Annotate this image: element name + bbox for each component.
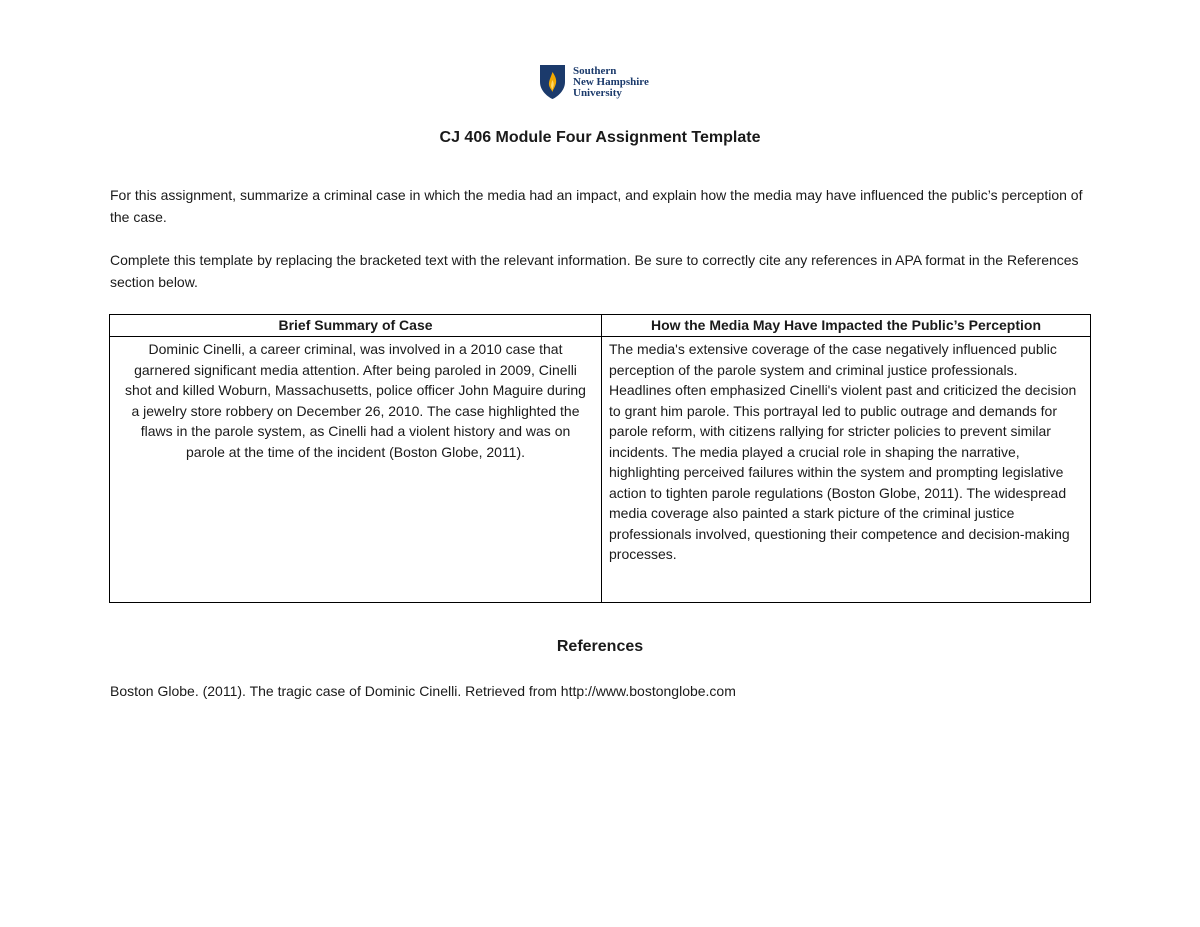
logo-line-3: University [573,86,622,99]
media-impact-cell: The media's extensive coverage of the case negatively influenced public perception of the parole system and criminal justice professionals. Headlines often emphasized Cinelli's violent past and criticized the decision to grant him parole. This portrayal led to public outrage and demands for parole reform, with citizens rallying for stricter policies to prevent similar incidents. The media played a crucial role in shaping the narrative, highlighting perceived failures within the system and prompting legislative action to tighten parole regulations (Boston Globe, 2011). The widespread media coverage also painted a stark picture of the criminal justice professionals involved, questioning their competence and decision-making processes. [602,337,1091,603]
reference-entry: Boston Globe. (2011). The tragic case of Dominic Cinelli. Retrieved from http://www.bostonglobe.com [110,683,736,699]
case-summary-cell: Dominic Cinelli, a career criminal, was involved in a 2010 case that garnered significant media attention. After being paroled in 2009, Cinelli shot and killed Woburn, Massachusetts, police officer John Maguire during a jewelry store robbery on December 26, 2010. The case highlighted the flaws in the parole system, as Cinelli had a violent history and was on parole at the time of the incident (Boston Globe, 2011). [110,337,602,603]
document-title: CJ 406 Module Four Assignment Template [439,129,761,146]
university-logo [539,64,649,100]
header-brief-summary: Brief Summary of Case [110,315,602,337]
header-media-impact: How the Media May Have Impacted the Public’s Perception [602,315,1091,337]
logo-line-1: Southern [573,64,617,77]
instructions-paragraph: Complete this template by replacing the bracketed text with the relevant information. Be sure to correctly cite any references in APA format in the References section below. [110,252,1079,290]
table-row [110,337,1091,603]
logo-line-2: New Hampshire [573,75,649,88]
references-heading: References [556,638,644,655]
shield-flame-icon [539,64,566,100]
intro-paragraph: For this assignment, summarize a criminal case in which the media had an impact, and explain how the media may have influenced the public’s perception of the case. [110,187,1083,225]
table-header-row [110,315,1091,337]
case-analysis-table [109,314,1091,603]
logo-wordmark [573,66,649,99]
